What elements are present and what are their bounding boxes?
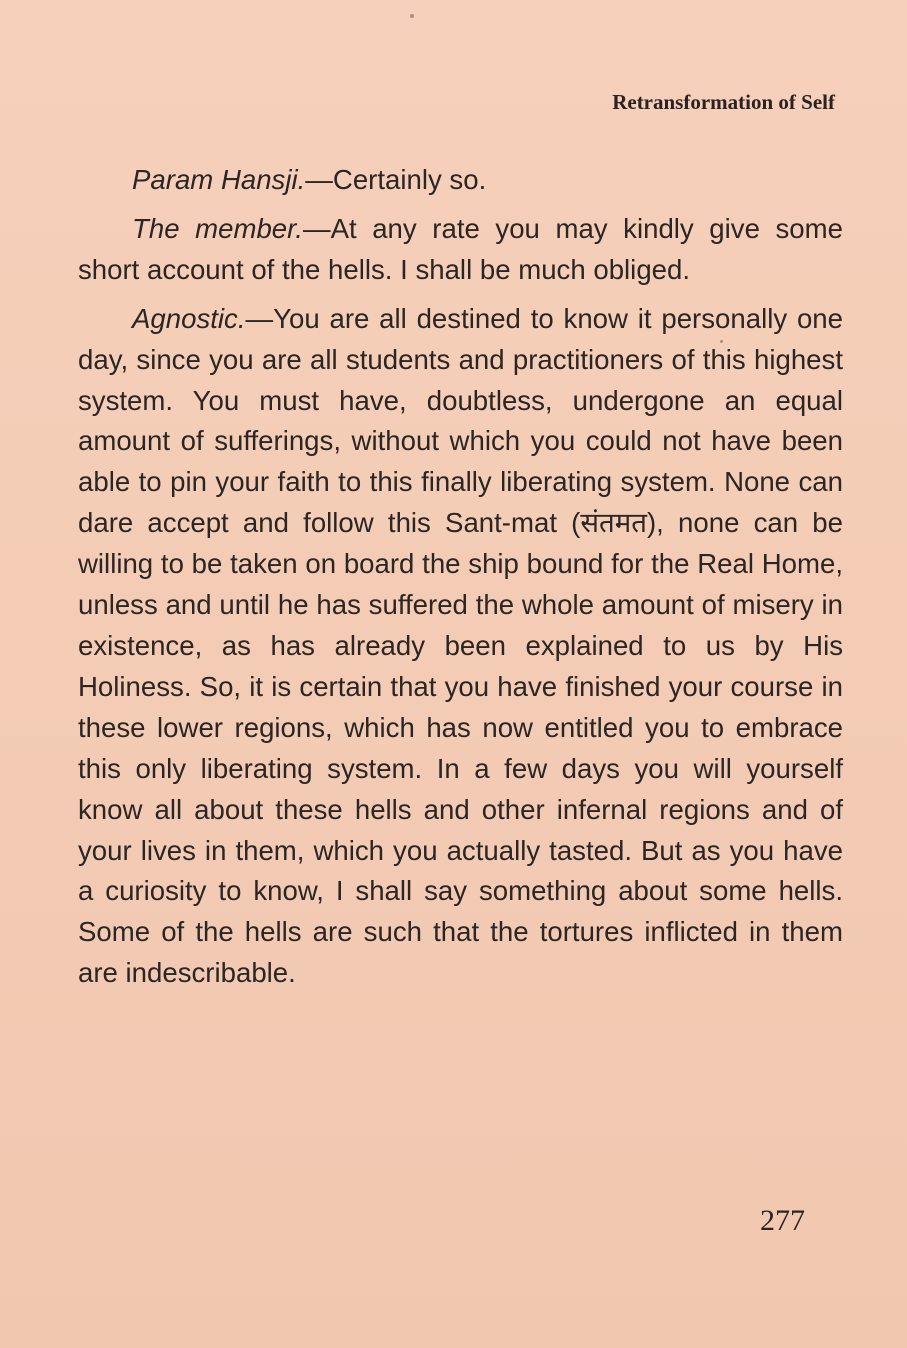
page-number: 277 — [760, 1204, 805, 1237]
paragraph — [78, 160, 843, 201]
speaker-name: The member. — [132, 212, 303, 244]
paragraph — [78, 209, 843, 291]
paragraph-text: —You are all destined to know it personally one day, since you are all students and practitioners of this highest system. You must have, doubtless, undergone an equal amount of sufferings, without which you could not have been able to pin your faith to this finally liberating system. None can dare accept and follow this Sant-mat (संतमत), none can be willing to be taken on board the ship bound for the Real Home, unless and until he has suffered the whole amount of misery in existence, as has already been explained to us by His Holiness. So, it is certain that you have finished your course in these lower regions, which has now entitled you to embrace this only liberating system. In a few days you will yourself know all about these hells and other infernal regions and of your lives in them, which you actually tasted. But as you have a curiosity to know, I shall say something about some hells. Some of the hells are such that the tortures inflicted in them are indescribable. — [78, 302, 843, 989]
paper-speck — [410, 14, 414, 18]
speaker-name: Agnostic. — [132, 302, 246, 334]
paragraph — [78, 299, 843, 994]
paragraph-text: —At any rate you may kindly give some short account of the hells. I shall be much obliged. — [78, 212, 843, 285]
body-text — [78, 160, 843, 994]
paragraph-text: —Certainly so. — [305, 164, 487, 195]
speaker-name: Param Hansji. — [132, 164, 306, 195]
running-header: Retransformation of Self — [612, 90, 835, 114]
